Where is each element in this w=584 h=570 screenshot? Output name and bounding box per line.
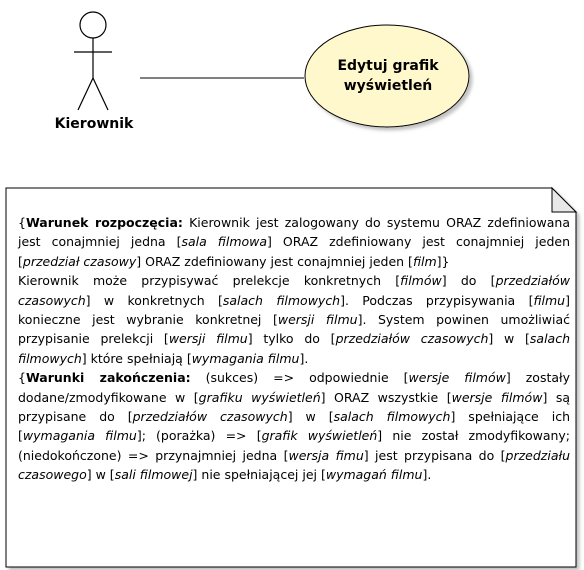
brace: { xyxy=(18,215,26,230)
actor-head xyxy=(80,12,106,38)
text: ] w [ xyxy=(488,331,530,347)
entity: salach filmowych xyxy=(333,409,451,425)
text: ]. System powinen umożliwiać przypisanie prelekcji [ xyxy=(18,312,570,347)
entity: wersja fimu xyxy=(288,447,364,463)
entity: wersji filmu xyxy=(277,312,358,328)
entity: wymagania filmu xyxy=(191,350,300,366)
entity: przedziałów czasowych xyxy=(18,273,570,308)
entity: przedziałów czasowych xyxy=(335,331,489,347)
text: ] ORAZ zdefiniowany jest conajmniej jeden [ xyxy=(18,234,570,269)
precondition-label: Warunek rozpoczęcia: xyxy=(25,215,183,230)
actor-left-leg xyxy=(78,78,93,110)
entity: sala filmowa xyxy=(181,234,268,250)
text: ] konieczne jest wybranie konkretnej [ xyxy=(18,292,570,328)
text: ] w [ xyxy=(86,467,115,483)
text: ] w konkretnych [ xyxy=(85,292,223,308)
text: ] tylko do [ xyxy=(247,331,336,347)
entity: grafiku wyświetleń xyxy=(198,389,321,405)
entity: wymagania filmu xyxy=(22,428,137,444)
use-case-label xyxy=(306,56,470,96)
note-text xyxy=(18,213,570,485)
entity: salach filmowych xyxy=(18,331,571,366)
entity: przedziału czasowego xyxy=(18,447,570,483)
postcondition-label: Warunki zakończenia: xyxy=(25,370,191,386)
brace: { xyxy=(18,370,26,386)
entity: wymagań filmu xyxy=(325,467,423,483)
text: ]} xyxy=(436,253,450,269)
text: ] do [ xyxy=(441,273,496,289)
text: ]. xyxy=(299,350,309,366)
entity: przedział czasowy xyxy=(22,253,137,269)
text: (sukces) => odpowiednie [ xyxy=(190,370,409,386)
text: ]. Podczas przypisywania [ xyxy=(340,292,534,308)
use-case-label-line1: Edytuj grafik xyxy=(337,58,439,74)
actor-figure[interactable] xyxy=(74,12,112,110)
entity: przedziałów czasowych xyxy=(132,409,288,425)
text: ] są przypisane do [ xyxy=(18,389,570,425)
text: ] nie został zmodyfikowany; (niedokończone) => przynajmniej jedna [ xyxy=(18,428,571,463)
use-case-label-line2: wyświetleń xyxy=(343,78,433,94)
entity: wersji filmu xyxy=(168,331,248,347)
text: ] w [ xyxy=(287,409,334,425)
text: ] spełniające ich [ xyxy=(18,409,570,444)
actor-right-leg xyxy=(93,78,108,110)
text: ] jest przypisana do [ xyxy=(363,447,506,463)
entity: filmów xyxy=(400,273,442,289)
text: ] nie spełniającej jej [ xyxy=(192,467,326,483)
text: ]. xyxy=(422,467,432,483)
text: Kierownik jest zalogowany do systemu ORAZ zdefiniowana jest conajmniej jedna [ xyxy=(18,215,570,250)
entity: filmu xyxy=(533,292,566,308)
description-paragraph xyxy=(18,271,570,368)
entity: wersje filmów xyxy=(451,389,543,405)
entity: grafik wyświetleń xyxy=(261,428,378,444)
text: ] które spełniają [ xyxy=(81,350,192,366)
text: ] zostały dodane/zmodyfikowane w [ xyxy=(18,370,570,405)
text: ] ORAZ wszystkie [ xyxy=(320,389,452,405)
entity: salach filmowych xyxy=(222,292,341,308)
entity: wersje filmów xyxy=(408,370,506,386)
actor-label: Kierownik xyxy=(54,116,134,132)
entity: sali filmowej xyxy=(114,467,193,483)
text: ] ORAZ zdefiniowany jest conajmniej jeden [ xyxy=(136,253,413,269)
entity: film xyxy=(412,253,437,269)
precondition-paragraph xyxy=(18,213,570,271)
note-fold xyxy=(552,188,576,212)
text: Kierownik może przypisywać prelekcje konkretnych [ xyxy=(18,273,401,289)
text: ]; (porażka) => [ xyxy=(136,428,262,444)
postcondition-paragraph xyxy=(18,368,570,484)
